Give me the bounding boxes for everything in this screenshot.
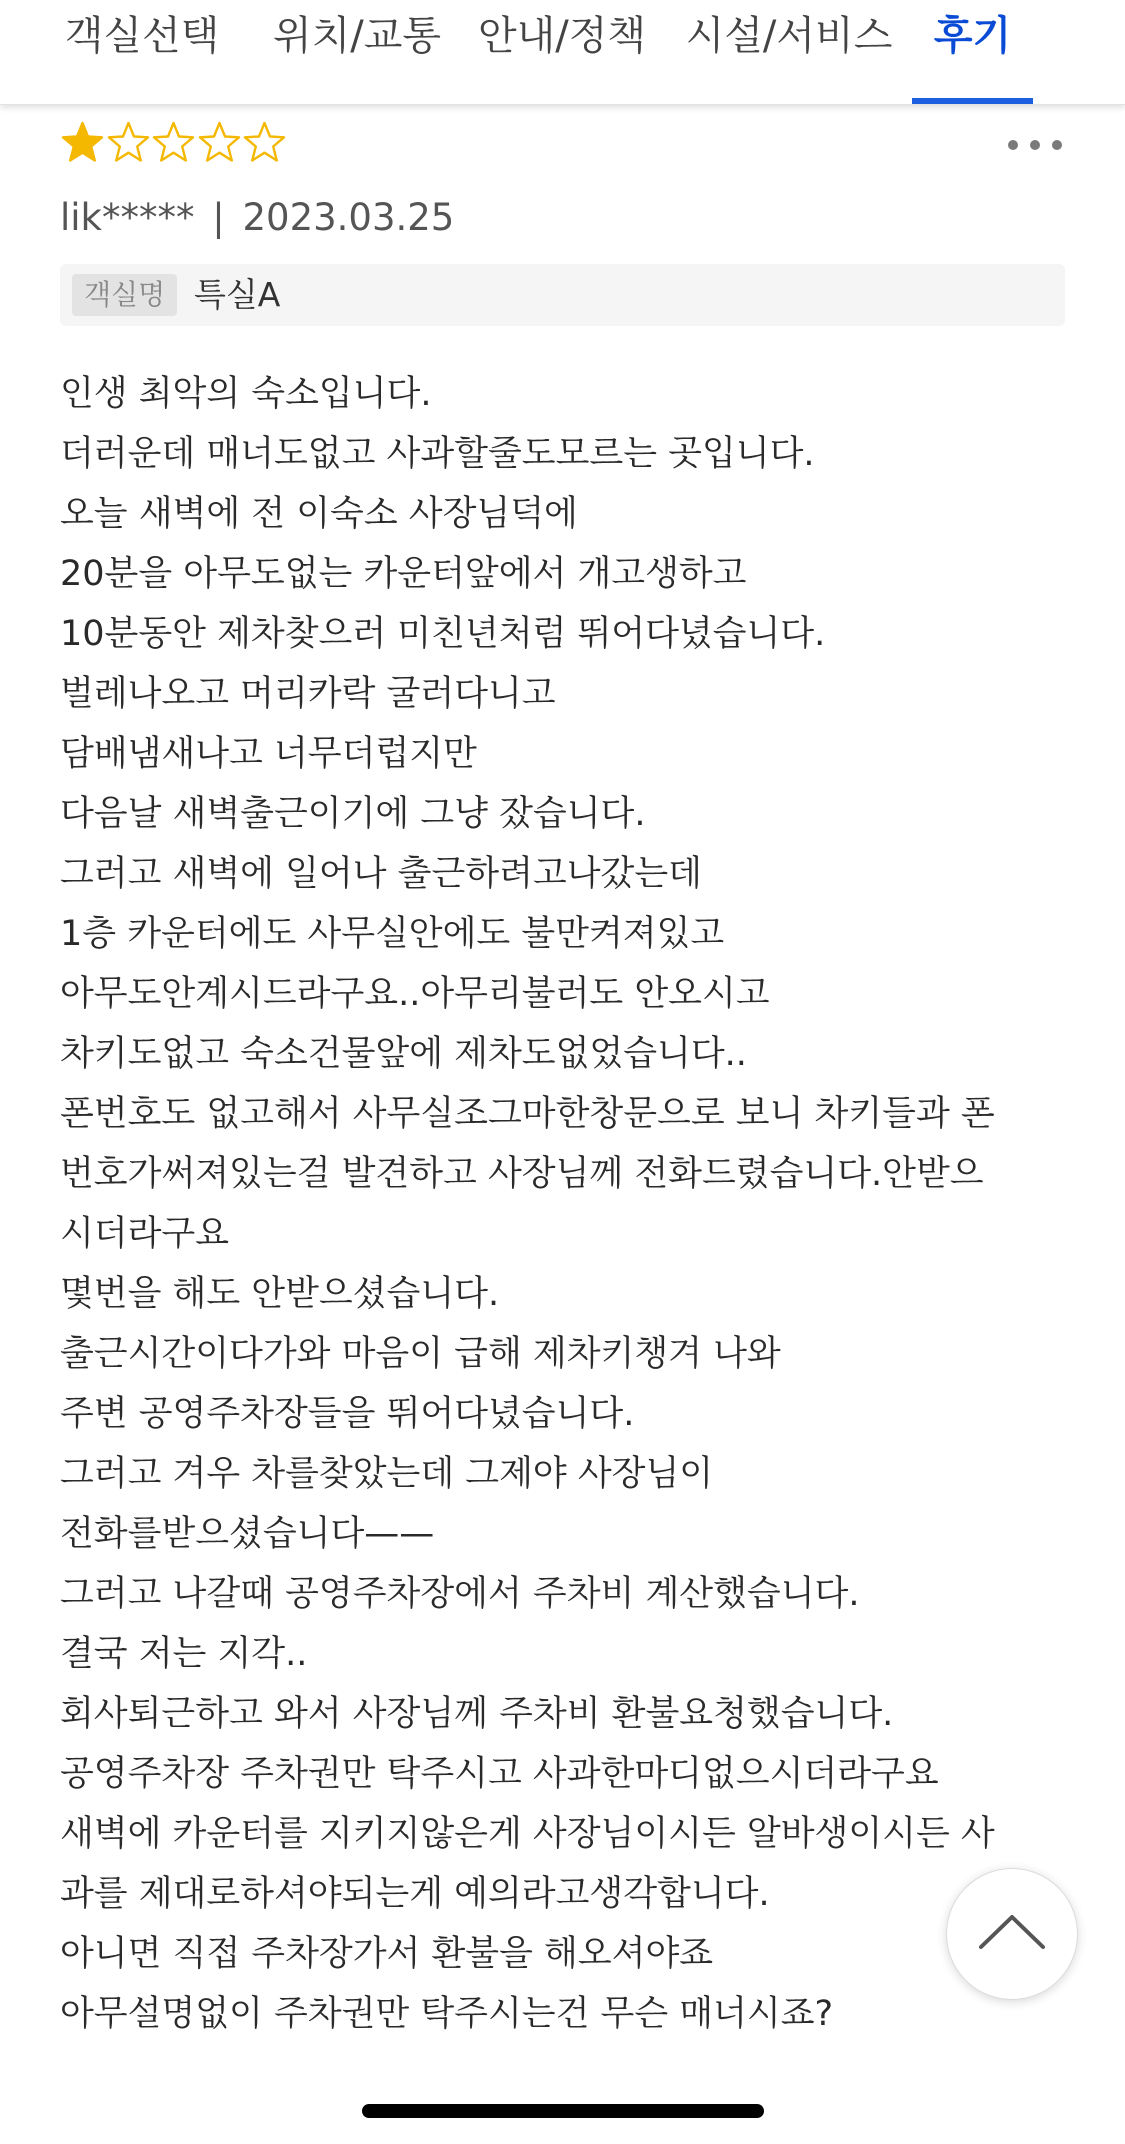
star-empty-icon bbox=[197, 120, 242, 165]
tab-info-policy[interactable]: 안내/정책 bbox=[477, 13, 647, 59]
review-meta bbox=[60, 196, 454, 239]
room-label-badge: 객실명 bbox=[72, 274, 177, 316]
scroll-to-top-button[interactable] bbox=[946, 1868, 1078, 2000]
review-line: 결국 저는 지각.. bbox=[60, 1634, 308, 1674]
meta-separator: | bbox=[212, 196, 225, 239]
tab-location-transport[interactable]: 위치/교통 bbox=[272, 13, 442, 59]
review-line: 과를 제대로하셔야되는게 예의라고생각합니다. bbox=[60, 1874, 770, 1914]
review-line: 아무설명없이 주차권만 탁주시는건 무슨 매너시죠? bbox=[60, 1994, 834, 2034]
review-line: 그러고 겨우 차를찾았는데 그제야 사장님이 bbox=[60, 1454, 714, 1494]
review-line: 차키도없고 숙소건물앞에 제차도없었습니다.. bbox=[60, 1034, 747, 1074]
review-line: 주변 공영주차장들을 뛰어다녔습니다. bbox=[60, 1394, 635, 1434]
star-empty-icon bbox=[242, 120, 287, 165]
active-tab-indicator bbox=[912, 98, 1033, 104]
star-empty-icon bbox=[106, 120, 151, 165]
tab-room-selection[interactable]: 객실선택 bbox=[64, 13, 220, 59]
tab-reviews[interactable]: 후기 bbox=[933, 13, 1012, 59]
review-line: 더러운데 매너도없고 사과할줄도모르는 곳입니다. bbox=[60, 434, 815, 474]
review-line: 아무도안계시드라구요..아무리불러도 안오시고 bbox=[60, 974, 770, 1014]
review-line: 폰번호도 없고해서 사무실조그마한창문으로 보니 차키들과 폰 bbox=[60, 1094, 995, 1134]
review-line: 1층 카운터에도 사무실안에도 불만켜져있고 bbox=[60, 914, 725, 954]
star-filled-icon bbox=[60, 120, 105, 165]
review-line: 번호가써져있는걸 발견하고 사장님께 전화드렸습니다.안받으 bbox=[60, 1154, 984, 1194]
tab-facilities-services[interactable]: 시설/서비스 bbox=[685, 13, 893, 59]
more-options-icon[interactable] bbox=[1008, 128, 1062, 162]
review-line: 그러고 나갈때 공영주차장에서 주차비 계산했습니다. bbox=[60, 1574, 860, 1614]
tab-bar bbox=[0, 0, 1125, 105]
review-line: 출근시간이다가와 마음이 급해 제차키챙겨 나와 bbox=[60, 1334, 781, 1374]
review-line: 오늘 새벽에 전 이숙소 사장님덕에 bbox=[60, 494, 578, 534]
chevron-up-icon bbox=[977, 1909, 1047, 1957]
review-line: 몇번을 해도 안받으셨습니다. bbox=[60, 1274, 500, 1314]
star-empty-icon bbox=[151, 120, 196, 165]
review-line: 담배냄새나고 너무더럽지만 bbox=[60, 734, 477, 774]
review-line: 아니면 직접 주차장가서 환불을 해오셔야죠 bbox=[60, 1934, 714, 1974]
review-text bbox=[60, 364, 1070, 2044]
review-line: 인생 최악의 숙소입니다. bbox=[60, 374, 432, 414]
room-name: 특실A bbox=[194, 275, 281, 314]
review-line: 10분동안 제차찾으러 미친년처럼 뛰어다녔습니다. bbox=[60, 614, 826, 654]
review-date: 2023.03.25 bbox=[242, 196, 455, 239]
review-line: 시더라구요 bbox=[60, 1214, 230, 1254]
review-line: 새벽에 카운터를 지키지않은게 사장님이시든 알바생이시든 사 bbox=[60, 1814, 995, 1854]
review-line: 20분을 아무도없는 카운터앞에서 개고생하고 bbox=[60, 554, 747, 594]
review-line: 전화를받으셨습니다—— bbox=[60, 1514, 435, 1554]
review-line: 그러고 새벽에 일어나 출근하려고나갔는데 bbox=[60, 854, 702, 894]
home-indicator bbox=[362, 2104, 764, 2118]
review-line: 벌레나오고 머리카락 굴러다니고 bbox=[60, 674, 556, 714]
reviewer-name: lik***** bbox=[60, 196, 195, 239]
review-line: 다음날 새벽출근이기에 그냥 잤습니다. bbox=[60, 794, 646, 834]
review-line: 회사퇴근하고 와서 사장님께 주차비 환불요청했습니다. bbox=[60, 1694, 894, 1734]
star-rating bbox=[60, 120, 288, 166]
review-line: 공영주차장 주차권만 탁주시고 사과한마디없으시더라구요 bbox=[60, 1754, 939, 1794]
room-info bbox=[60, 264, 1065, 326]
